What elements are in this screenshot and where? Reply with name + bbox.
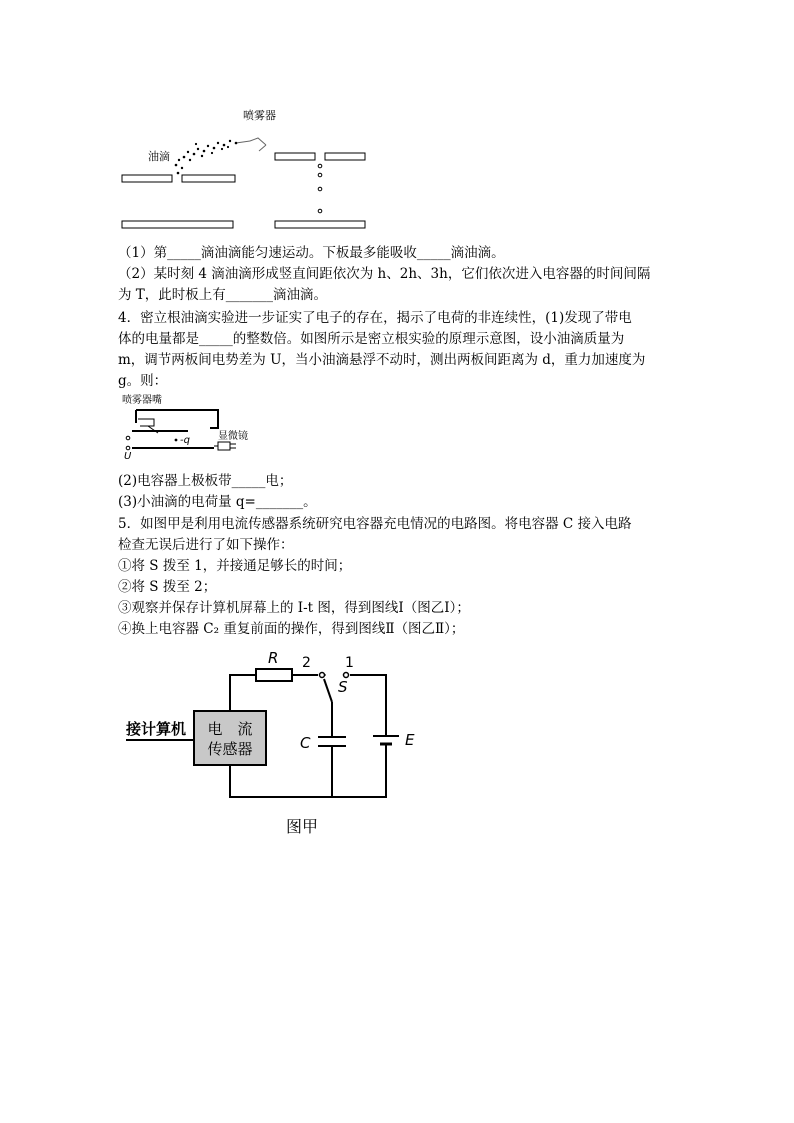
right-upper-plate-b [325, 153, 365, 160]
voltage-label: U [124, 451, 132, 462]
left-upper-plate-a [122, 175, 172, 182]
resistor [256, 669, 292, 681]
q4-line3: m，调节两板间电势差为 U，当小油滴悬浮不动时，测出两板间距离为 d，重力加速度为 [118, 352, 646, 368]
sensor-label-2: 传感器 [207, 740, 253, 758]
q3-line1: （1）第_____滴油滴能匀速运动。下板最多能吸收_____滴油滴。 [118, 245, 505, 261]
oil-drop-figure [118, 105, 378, 233]
q4-line2: 体的电量都是_____的整数倍。如图所示是密立根实验的原理示意图，设小油滴质量为 [118, 331, 625, 347]
figure-caption: 图甲 [285, 817, 319, 836]
left-wire [230, 675, 256, 711]
q3-line3: 为 T，此时板上有_______滴油滴。 [118, 287, 328, 303]
sensor-label-1: 电 流 [207, 720, 253, 738]
left-upper-plate-b [182, 175, 235, 182]
right-lower-plate [275, 221, 365, 228]
circuit-diagram [118, 648, 428, 843]
q5-line2: 检查无误后进行了如下操作： [118, 537, 294, 553]
switch-blade [324, 679, 332, 702]
q5-step1: ①将 S 拨至 1，并接通足够长的时间； [118, 558, 352, 574]
charge-label: -q [180, 435, 190, 446]
q5-step2: ②将 S 拨至 2； [118, 579, 217, 595]
microscope-label: 显微镜 [218, 431, 248, 442]
pos-2-label: 2 [302, 655, 311, 671]
q4-sub3: (3)小油滴的电荷量 q=_______。 [118, 494, 317, 510]
sprayer-label: 喷雾器 [243, 109, 276, 122]
nozzle-label: 喷雾器嘴 [122, 395, 162, 406]
contact-1 [344, 673, 349, 678]
spray-droplets [175, 140, 238, 174]
oil-label: 油滴 [148, 150, 170, 163]
battery-label: E [405, 731, 415, 749]
q5-step4: ④换上电容器 C₂ 重复前面的操作，得到图线Ⅱ（图乙Ⅱ）； [118, 621, 465, 637]
contact-2 [320, 673, 325, 678]
sprayer-icon [236, 138, 266, 151]
right-top-wire [350, 675, 386, 736]
computer-label: 接计算机 [126, 720, 187, 738]
nozzle-icon [138, 419, 154, 426]
q4-line4: g。则： [118, 373, 168, 389]
switch-label: S [338, 678, 348, 696]
oil-drop [175, 439, 178, 442]
right-upper-plate-a [275, 153, 315, 160]
left-lower-plate [122, 221, 233, 228]
q4-line1: 4．密立根油滴实验进一步证实了电子的存在，揭示了电荷的非连续性，(1)发现了带电 [118, 310, 632, 326]
resistor-label: R [268, 649, 279, 667]
q3-line2: （2）某时刻 4 滴油滴形成竖直间距依次为 h、2h、3h，它们依次进入电容器的时间间隔 [118, 266, 651, 282]
microscope-icon [214, 442, 236, 450]
capacitor-label: C [300, 734, 311, 752]
q5-step3: ③观察并保存计算机屏幕上的 I-t 图，得到图线Ⅰ（图乙Ⅰ）； [118, 600, 470, 616]
pos-1-label: 1 [345, 655, 354, 671]
falling-drops [318, 164, 322, 213]
q5-line1: 5．如图甲是利用电流传感器系统研究电容器充电情况的电路图。将电容器 C 接入电路 [118, 516, 632, 532]
q4-sub2: (2)电容器上极板带_____电； [118, 473, 293, 489]
millikan-figure [118, 393, 278, 465]
